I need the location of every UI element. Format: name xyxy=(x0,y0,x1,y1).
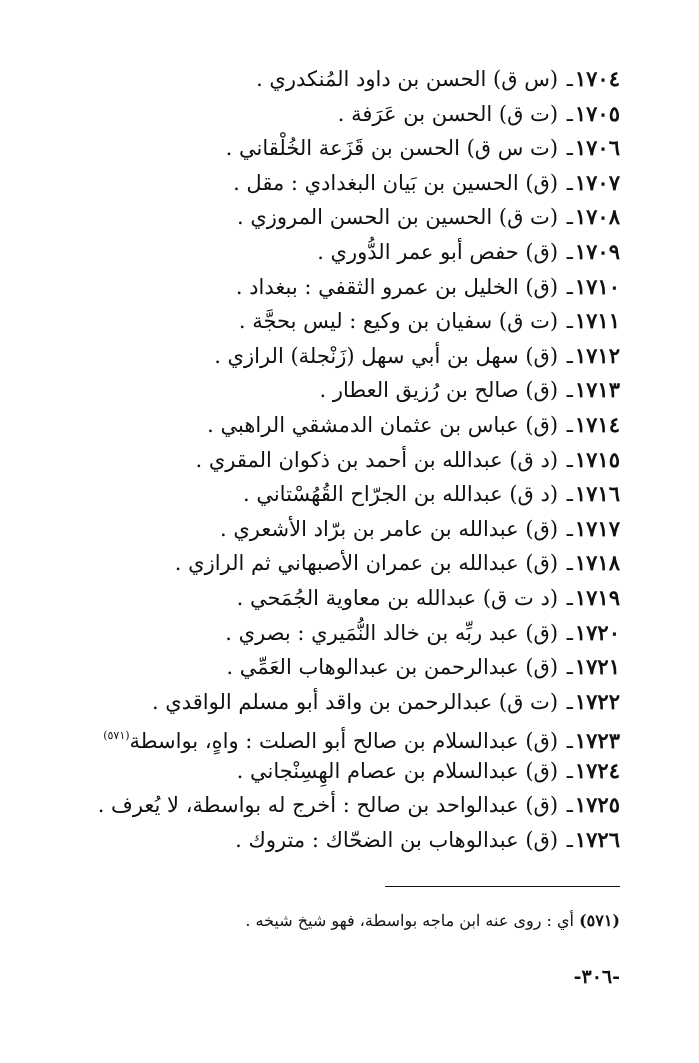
list-item xyxy=(60,270,620,305)
entry-dash: ـ xyxy=(566,551,573,576)
entry-dash: ـ xyxy=(566,170,573,195)
entry-number: ١٧١١ xyxy=(574,308,620,334)
list-item xyxy=(60,408,620,443)
list-item xyxy=(60,443,620,478)
entry-number: ١٧٢١ xyxy=(574,654,620,680)
entry-dash: ـ xyxy=(566,239,573,264)
list-item xyxy=(60,754,620,789)
entry-dash: ـ xyxy=(566,274,573,299)
entry-number: ١٧١٥ xyxy=(574,446,620,472)
entry-dash: ـ xyxy=(566,309,573,334)
entry-dash: ـ xyxy=(566,828,573,853)
list-item xyxy=(60,235,620,270)
entry-text: (ت ق) الحسين بن الحسن المروزي . xyxy=(236,205,559,230)
entry-dash: ـ xyxy=(566,620,573,645)
entry-dash: ـ xyxy=(566,516,573,541)
footnote-text: أي : روى عنه ابن ماجه بواسطة، فهو شيخ شيخه . xyxy=(245,911,574,930)
entry-dash: ـ xyxy=(566,482,573,507)
entry-text: (ق) عبد ربِّه بن خالد النُّمَيري : بصري . xyxy=(225,620,559,645)
list-item xyxy=(60,581,620,616)
list-item xyxy=(60,62,620,97)
entry-dash: ـ xyxy=(566,101,573,126)
entry-dash: ـ xyxy=(566,412,573,437)
entry-text: (ت س ق) الحسن بن قَزَعة الخُلْقاني . xyxy=(225,136,559,161)
entry-text: (د ت ق) عبدالله بن معاوية الجُمَحي . xyxy=(236,585,559,610)
list-item xyxy=(60,719,620,754)
entry-text: (ق) عبدالله بن عامر بن برّاد الأشعري . xyxy=(220,516,559,541)
list-item xyxy=(60,97,620,132)
entry-text: (د ق) عبدالله بن الجرّاح القُهُسْتاني . xyxy=(242,482,559,507)
entry-text: (ت ق) سفيان بن وكيع : ليس بحجَّة . xyxy=(238,309,559,334)
entry-number: ١٧٠٤ xyxy=(574,66,620,91)
list-item xyxy=(60,131,620,166)
list-item xyxy=(60,200,620,235)
entry-number: ١٧٢٣ xyxy=(574,728,620,754)
entry-number: ١٧٠٧ xyxy=(574,169,620,195)
entry-number: ١٧٢٦ xyxy=(574,827,620,853)
entry-number: ١٧٢٤ xyxy=(574,757,620,783)
entry-text: (ق) صالح بن رُزيق العطار . xyxy=(319,378,559,403)
entry-dash: ـ xyxy=(566,655,573,680)
footnote xyxy=(150,906,620,936)
entry-text: (ق) سهل بن أبي سهل (زَنْجلة) الرازي . xyxy=(214,343,559,368)
list-item xyxy=(60,546,620,581)
entry-text: (ق) حفص أبو عمر الدُّوري . xyxy=(317,239,559,264)
entry-dash: ـ xyxy=(566,378,573,403)
entry-text: (ق) عبدالرحمن بن عبدالوهاب العَمِّي . xyxy=(226,655,559,680)
entry-dash: ـ xyxy=(566,758,573,783)
footnote-number: (٥٧١) xyxy=(579,911,620,930)
list-item xyxy=(60,477,620,512)
entry-text: (ت ق) الحسن بن عَرَفة . xyxy=(337,101,559,126)
list-item xyxy=(60,823,620,858)
entry-number: ١٧١٣ xyxy=(574,377,620,403)
entry-text: (ق) عبدالله بن عمران الأصبهاني ثم الرازي . xyxy=(174,551,559,576)
footnote-divider xyxy=(385,886,620,887)
entry-number: ١٧١٩ xyxy=(574,584,620,610)
entry-dash: ـ xyxy=(566,793,573,818)
entry-number: ١٧٢٠ xyxy=(574,619,620,645)
list-item xyxy=(60,304,620,339)
entry-text: (ق) عبدالسلام بن صالح أبو الصلت : واهٍ، بواسطة xyxy=(129,729,559,754)
list-item xyxy=(60,373,620,408)
list-item xyxy=(60,512,620,547)
entry-text: (ق) عبدالوهاب بن الضحّاك : متروك . xyxy=(235,828,559,853)
entry-dash: ـ xyxy=(566,205,573,230)
entry-number: ١٧٠٦ xyxy=(574,135,620,161)
entry-dash: ـ xyxy=(566,447,573,472)
entry-dash: ـ xyxy=(566,67,573,91)
list-item xyxy=(60,166,620,201)
entry-number: ١٧١٦ xyxy=(574,481,620,507)
list-item xyxy=(60,650,620,685)
entry-number: ١٧١٧ xyxy=(574,515,620,541)
entry-dash: ـ xyxy=(566,729,573,754)
entry-number: ١٧١٤ xyxy=(574,411,620,437)
entry-text: (ق) الخليل بن عمرو الثقفي : ببغداد . xyxy=(235,274,559,299)
entry-number: ١٧٠٥ xyxy=(574,100,620,126)
entry-text: (ق) عباس بن عثمان الدمشقي الراهبي . xyxy=(207,412,559,437)
entry-dash: ـ xyxy=(566,343,573,368)
entry-text: (ق) عبدالواحد بن صالح : أخرج له بواسطة، لا يُعرف . xyxy=(97,793,559,818)
list-item xyxy=(60,788,620,823)
entry-text: (ت ق) عبدالرحمن بن واقد أبو مسلم الواقدي . xyxy=(151,689,559,714)
entry-number: ١٧١٠ xyxy=(574,273,620,299)
entry-number: ١٧١٢ xyxy=(574,342,620,368)
footnote-reference[interactable]: (٥٧١) xyxy=(103,729,130,743)
list-item xyxy=(60,685,620,720)
entry-dash: ـ xyxy=(566,689,573,714)
list-item xyxy=(60,616,620,651)
entry-text: (ق) الحسين بن بَيان البغدادي : مقل . xyxy=(233,170,559,195)
narrator-list xyxy=(60,62,620,858)
entry-text: (د ق) عبدالله بن أحمد بن ذكوان المقري . xyxy=(195,447,559,472)
entry-text: (ق) عبدالسلام بن عصام الهِسِنْجاني . xyxy=(236,758,559,783)
entry-number: ١٧١٨ xyxy=(574,550,620,576)
entry-text: (س ق) الحسن بن داود المُنكدري . xyxy=(256,67,559,91)
entry-number: ١٧٠٩ xyxy=(574,238,620,264)
entry-dash: ـ xyxy=(566,136,573,161)
page-number: -٣٠٦- xyxy=(573,966,620,988)
entry-number: ١٧٢٥ xyxy=(574,792,620,818)
entry-dash: ـ xyxy=(566,585,573,610)
entry-number: ١٧٢٢ xyxy=(574,688,620,714)
entry-number: ١٧٠٨ xyxy=(574,204,620,230)
list-item xyxy=(60,339,620,374)
